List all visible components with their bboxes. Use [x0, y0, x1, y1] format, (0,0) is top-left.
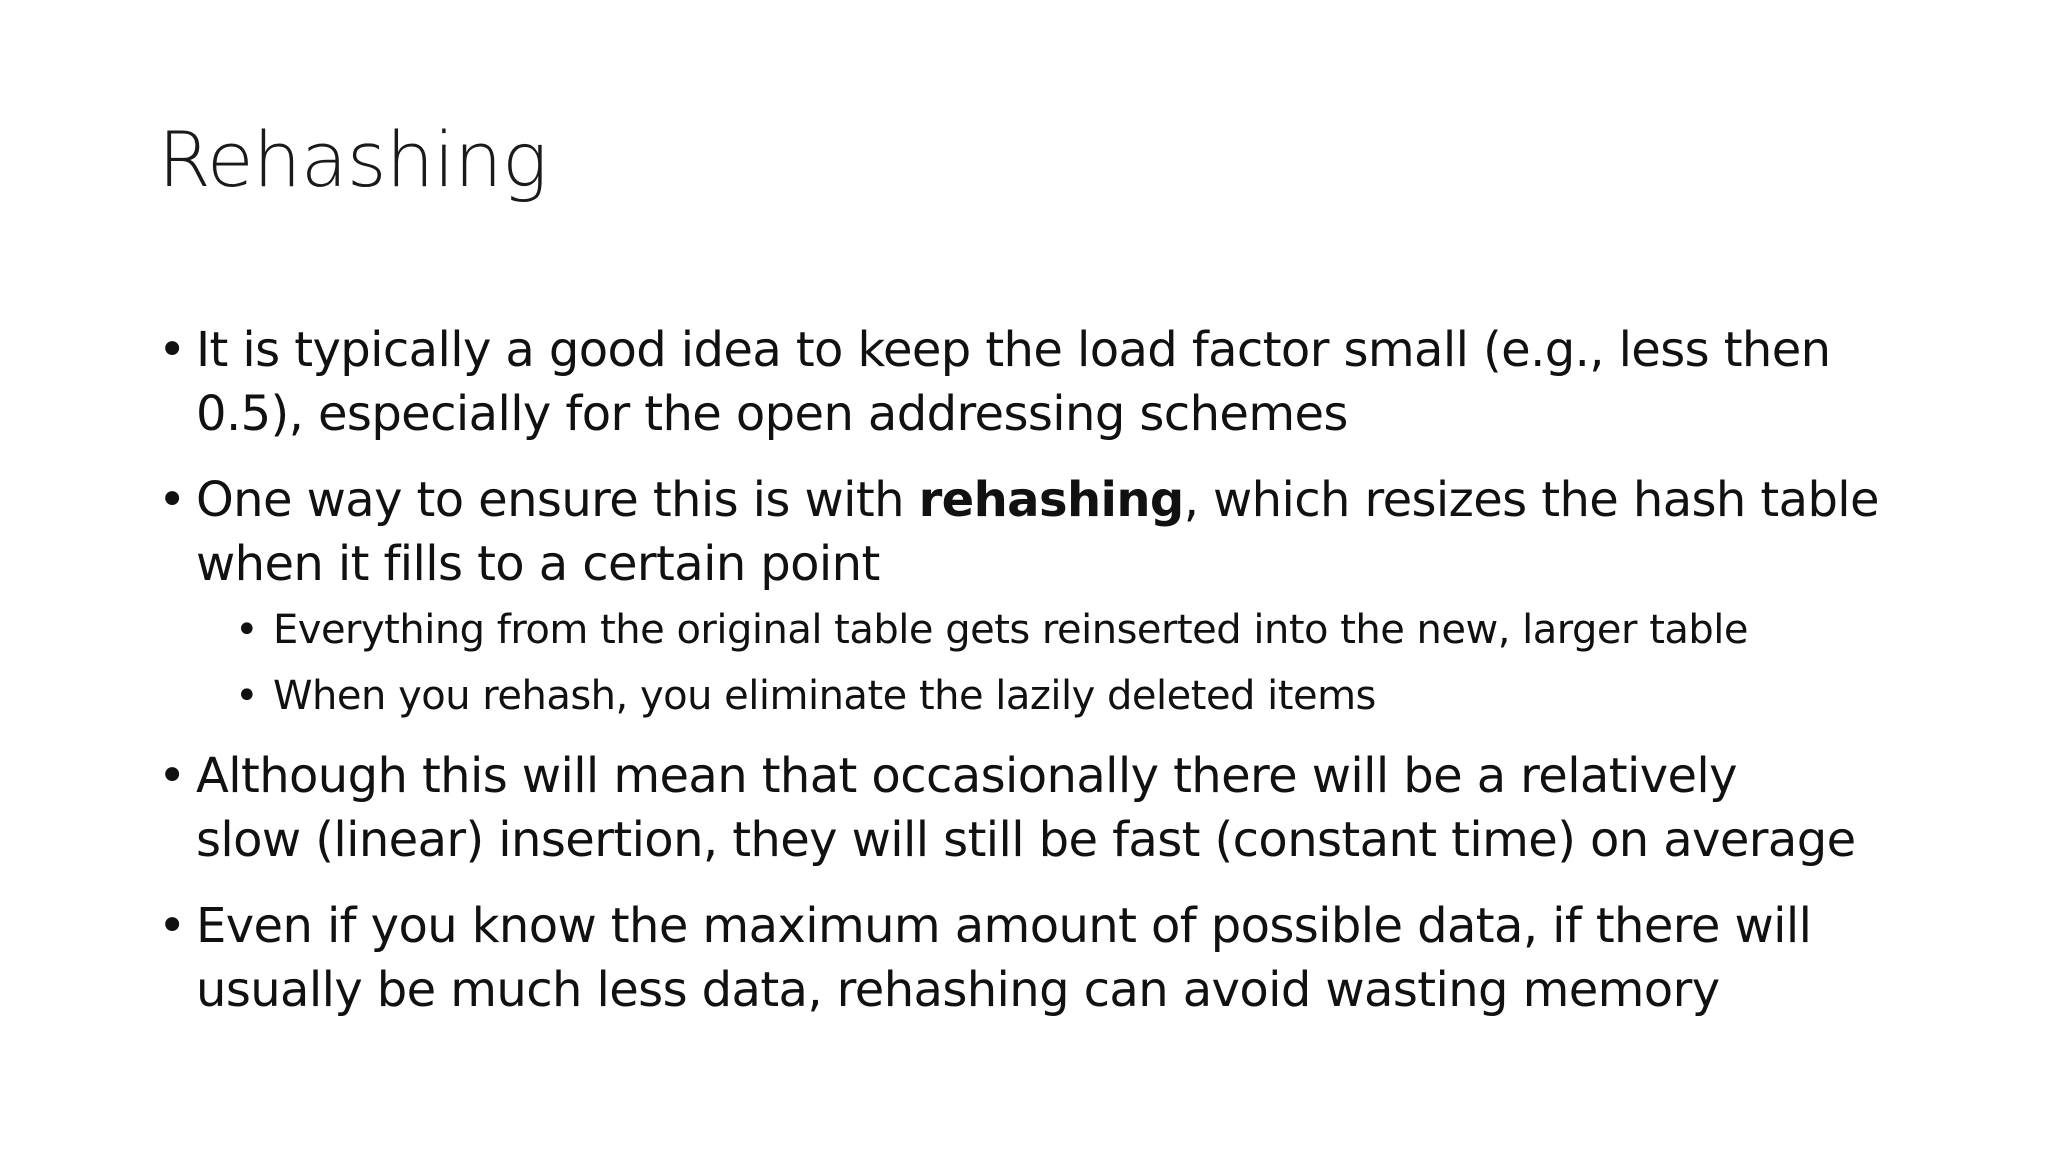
bullet-line: slow (linear) insertion, they will still be fast (constant time) on average	[196, 812, 1856, 868]
bullet-line: • Even if you know the maximum amount of possible data, if there will	[196, 898, 1812, 954]
bold-term: rehashing	[918, 472, 1184, 528]
bullet-memory	[158, 894, 1998, 1022]
bullet-insertion-cost	[158, 744, 1998, 872]
bullet-load-factor	[158, 318, 1998, 446]
subbullet-lazy-delete	[235, 666, 1998, 726]
bullet-line: usually be much less data, rehashing can avoid wasting memory	[196, 962, 1720, 1018]
bullet-text: , which resizes the hash table	[1183, 472, 1879, 528]
subbullet-line: • Everything from the original table gets reinserted into the new, larger table	[273, 607, 1748, 653]
bullet-rehashing	[158, 468, 1998, 596]
bullet-line: 0.5), especially for the open addressing schemes	[196, 386, 1348, 442]
slide-title: Rehashing	[158, 115, 548, 204]
bullet-text: One way to ensure this is with	[196, 472, 919, 528]
bullet-line	[196, 468, 1998, 532]
subbullet-line: • When you rehash, you eliminate the lazily deleted items	[273, 673, 1376, 719]
bullet-line: • It is typically a good idea to keep the load factor small (e.g., less then	[196, 322, 1831, 378]
bullet-line: • Although this will mean that occasionally there will be a relatively	[196, 748, 1737, 804]
slide-body	[158, 318, 1998, 1044]
bullet-line: when it fills to a certain point	[196, 536, 880, 592]
subbullet-reinsert	[235, 600, 1998, 660]
